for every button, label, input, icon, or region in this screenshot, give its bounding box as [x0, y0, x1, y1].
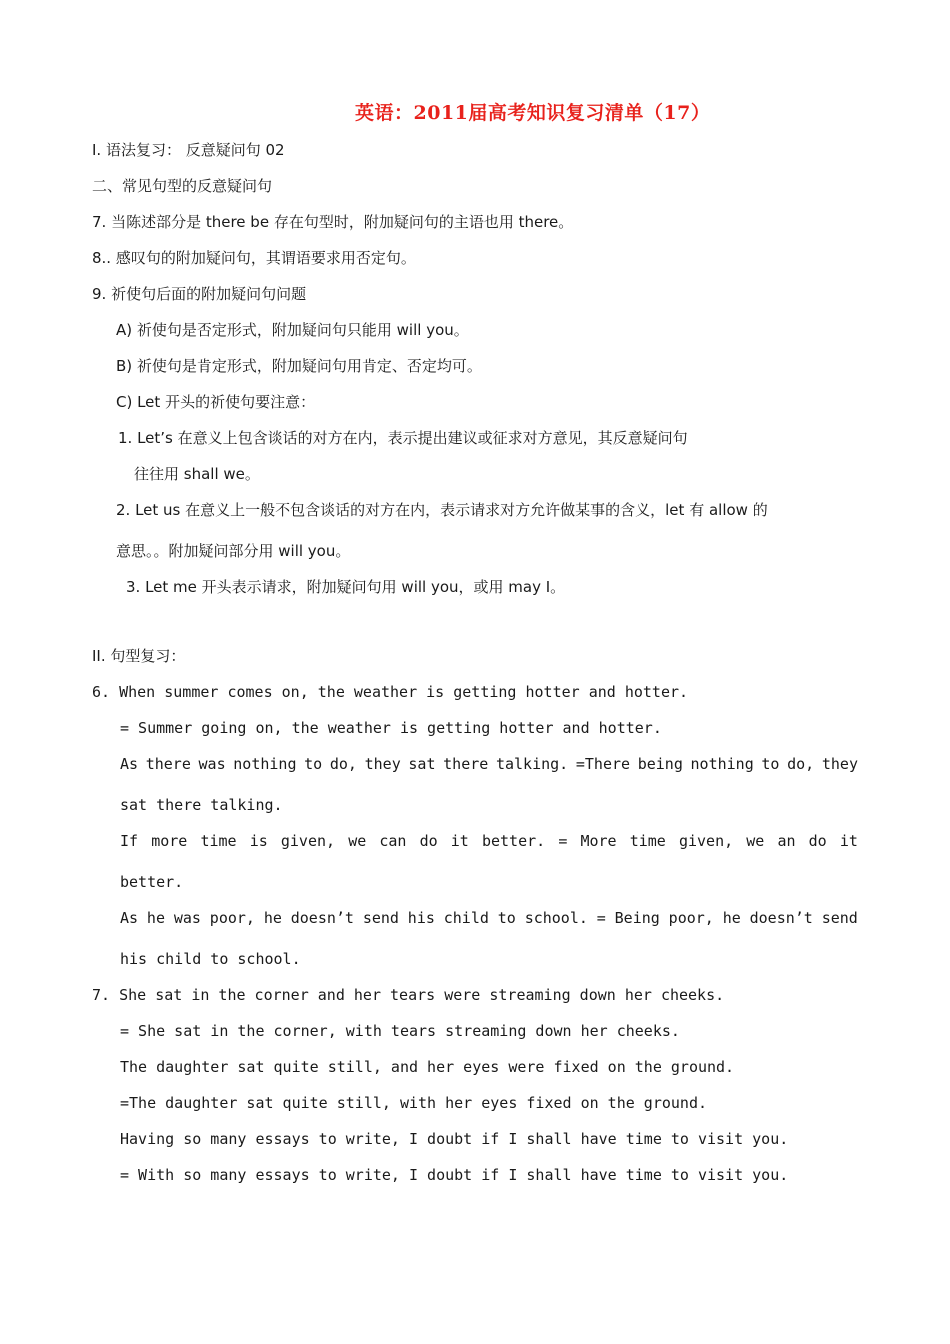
grammar-rule: 1. Let’s 在意义上包含谈话的对方在内，表示提出建议或征求对方意见，其反意疑问句 [118, 429, 688, 447]
sentence-item: If more time is given, we can do it better. = More time given, we an do it [120, 832, 858, 850]
grammar-rule: 往往用 shall we。 [134, 465, 260, 483]
sentence-item: 7. She sat in the corner and her tears were streaming down her cheeks. [92, 986, 725, 1004]
grammar-heading: I. 语法复习： 反意疑问句 02 [92, 141, 285, 159]
sentence-item: 6. When summer comes on, the weather is getting hotter and hotter. [92, 683, 689, 701]
sentence-item: Having so many essays to write, I doubt if I shall have time to visit you. [120, 1130, 789, 1148]
sentence-item: better. [120, 873, 184, 891]
sentence-item: As he was poor, he doesn’t send his child to school. = Being poor, he doesn’t send [120, 909, 858, 927]
sentence-item: sat there talking. [120, 796, 283, 814]
sentence-item: = Summer going on, the weather is getting hotter and hotter. [120, 719, 662, 737]
grammar-rule: 3. Let me 开头表示请求，附加疑问句用 will you，或用 may I。 [126, 578, 566, 596]
sentence-item: The daughter sat quite still, and her eyes were fixed on the ground. [120, 1058, 735, 1076]
sentence-item: =The daughter sat quite still, with her eyes fixed on the ground. [120, 1094, 707, 1112]
grammar-rule: 意思。。附加疑问部分用 will you。 [116, 542, 351, 560]
grammar-subitem: B) 祈使句是肯定形式，附加疑问句用肯定、否定均可。 [116, 357, 482, 375]
grammar-item: 7. 当陈述部分是 there be 存在句型时，附加疑问句的主语也用 there。 [92, 213, 574, 231]
document-title: 英语：2011届高考知识复习清单（17） [355, 102, 711, 124]
grammar-rule: 2. Let us 在意义上一般不包含谈话的对方在内，表示请求对方允许做某事的含义，let 有 allow 的 [116, 501, 768, 519]
sentence-item: = With so many essays to write, I doubt if I shall have time to visit you. [120, 1166, 789, 1184]
grammar-subitem: C) Let 开头的祈使句要注意： [116, 393, 316, 411]
sentence-heading: II. 句型复习： [92, 647, 186, 665]
sentence-item: As there was nothing to do, they sat there talking. =There being nothing to do, they [120, 755, 858, 773]
grammar-subheading: 二、常见句型的反意疑问句 [92, 177, 273, 195]
sentence-item: his child to school. [120, 950, 301, 968]
sentence-item: = She sat in the corner, with tears streaming down her cheeks. [120, 1022, 680, 1040]
grammar-item: 9. 祈使句后面的附加疑问句问题 [92, 285, 307, 303]
grammar-subitem: A) 祈使句是否定形式，附加疑问句只能用 will you。 [116, 321, 469, 339]
grammar-item: 8.. 感叹句的附加疑问句，其谓语要求用否定句。 [92, 249, 416, 267]
